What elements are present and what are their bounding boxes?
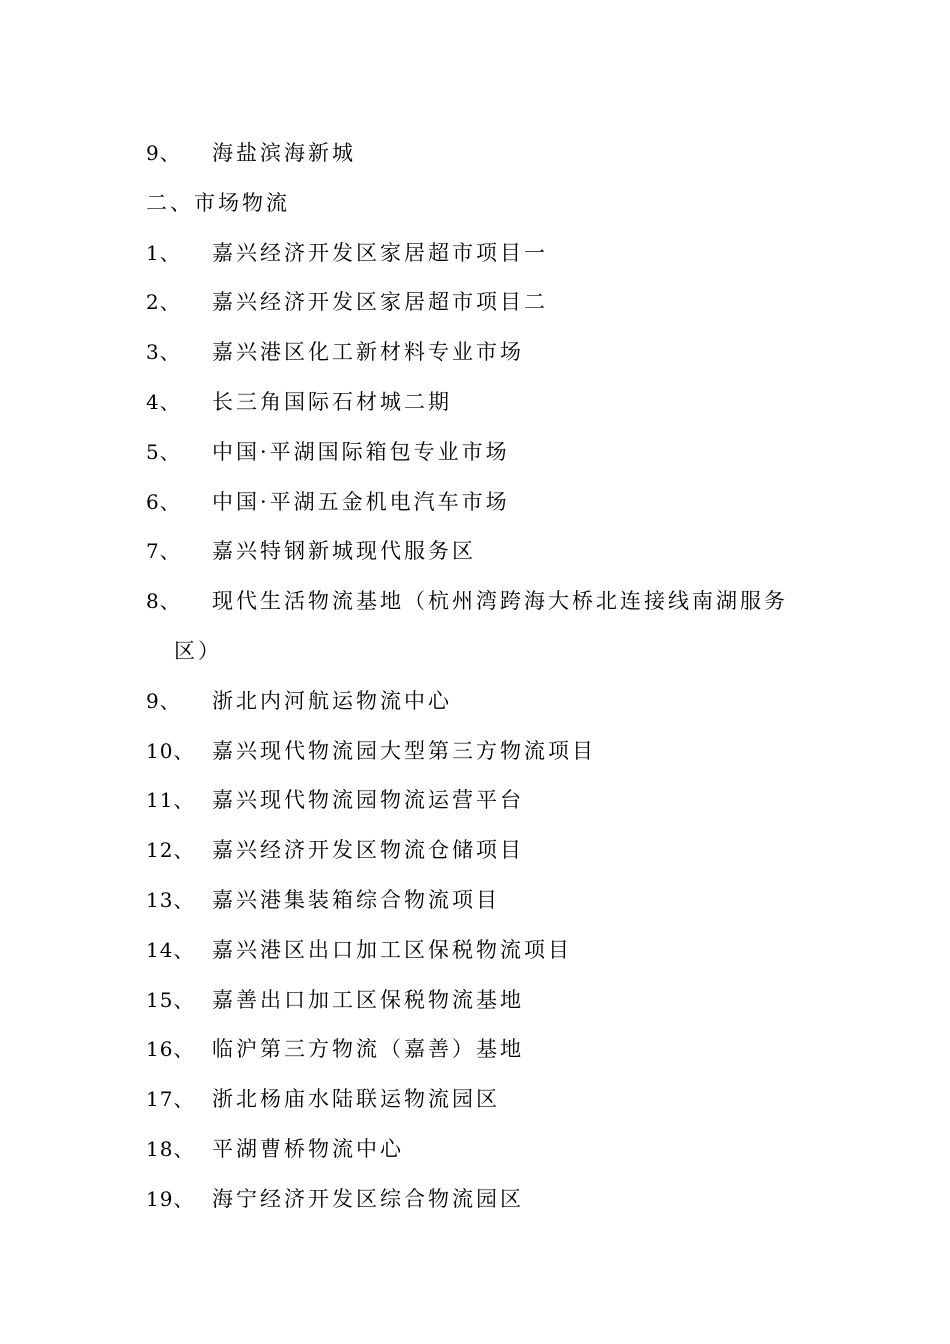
list-item (0, 825, 950, 875)
item-text: 嘉兴经济开发区物流仓储项目 (212, 838, 524, 863)
list-item (0, 228, 950, 278)
item-text-continuation: 区） (174, 638, 222, 663)
item-number: 8、 (146, 589, 181, 614)
section-heading-row (0, 178, 950, 228)
item-text: 中国·平湖五金机电汽车市场 (212, 489, 510, 514)
item-number: 5、 (146, 439, 181, 464)
item-text: 浙北杨庙水陆联运物流园区 (212, 1087, 500, 1112)
item-number: 6、 (146, 489, 181, 514)
item-number: 14、 (146, 937, 195, 962)
section-heading: 二、市场物流 (146, 190, 290, 215)
item-text: 现代生活物流基地（杭州湾跨海大桥北连接线南湖服务 (212, 589, 788, 614)
item-text: 嘉兴港集装箱综合物流项目 (212, 887, 500, 912)
item-number: 2、 (146, 290, 181, 315)
item-text: 海宁经济开发区综合物流园区 (212, 1186, 524, 1211)
list-item (0, 726, 950, 776)
item-text: 嘉兴特钢新城现代服务区 (212, 539, 476, 564)
item-number: 11、 (146, 788, 195, 813)
list-item (0, 875, 950, 925)
item-number: 19、 (146, 1186, 195, 1211)
list-item (0, 526, 950, 576)
list-item (0, 975, 950, 1025)
item-number: 10、 (146, 738, 195, 763)
item-text: 嘉兴经济开发区家居超市项目二 (212, 290, 548, 315)
project-list (0, 128, 950, 1224)
item-number: 18、 (146, 1136, 195, 1161)
item-number: 15、 (146, 987, 195, 1012)
item-number: 3、 (146, 340, 181, 365)
item-text: 嘉善出口加工区保税物流基地 (212, 987, 524, 1012)
list-item (0, 1174, 950, 1224)
item-text: 嘉兴港区出口加工区保税物流项目 (212, 937, 572, 962)
item-text: 海盐滨海新城 (212, 141, 356, 165)
item-text: 中国·平湖国际箱包专业市场 (212, 439, 510, 464)
list-item (0, 676, 950, 726)
item-number: 13、 (146, 887, 195, 912)
list-item (0, 477, 950, 527)
item-number: 7、 (146, 539, 181, 564)
item-number: 12、 (146, 838, 195, 863)
list-item (0, 1024, 950, 1074)
list-item (0, 1074, 950, 1124)
list-item (0, 128, 950, 178)
list-item (0, 576, 950, 676)
list-item (0, 277, 950, 327)
item-number: 9、 (146, 688, 181, 713)
list-item (0, 427, 950, 477)
item-text: 临沪第三方物流（嘉善）基地 (212, 1037, 524, 1062)
list-item (0, 775, 950, 825)
item-text: 长三角国际石材城二期 (212, 389, 452, 414)
list-item (0, 377, 950, 427)
list-item (0, 1124, 950, 1174)
item-text: 嘉兴现代物流园物流运营平台 (212, 788, 524, 813)
item-text: 嘉兴港区化工新材料专业市场 (212, 340, 524, 365)
item-text: 平湖曹桥物流中心 (212, 1136, 404, 1161)
list-item (0, 925, 950, 975)
item-number: 9、 (146, 141, 181, 165)
item-text: 浙北内河航运物流中心 (212, 688, 452, 713)
item-number: 1、 (146, 240, 181, 265)
item-number: 4、 (146, 389, 181, 414)
item-text: 嘉兴经济开发区家居超市项目一 (212, 240, 548, 265)
list-item (0, 327, 950, 377)
item-number: 17、 (146, 1087, 195, 1112)
item-number: 16、 (146, 1037, 195, 1062)
item-text: 嘉兴现代物流园大型第三方物流项目 (212, 738, 596, 763)
